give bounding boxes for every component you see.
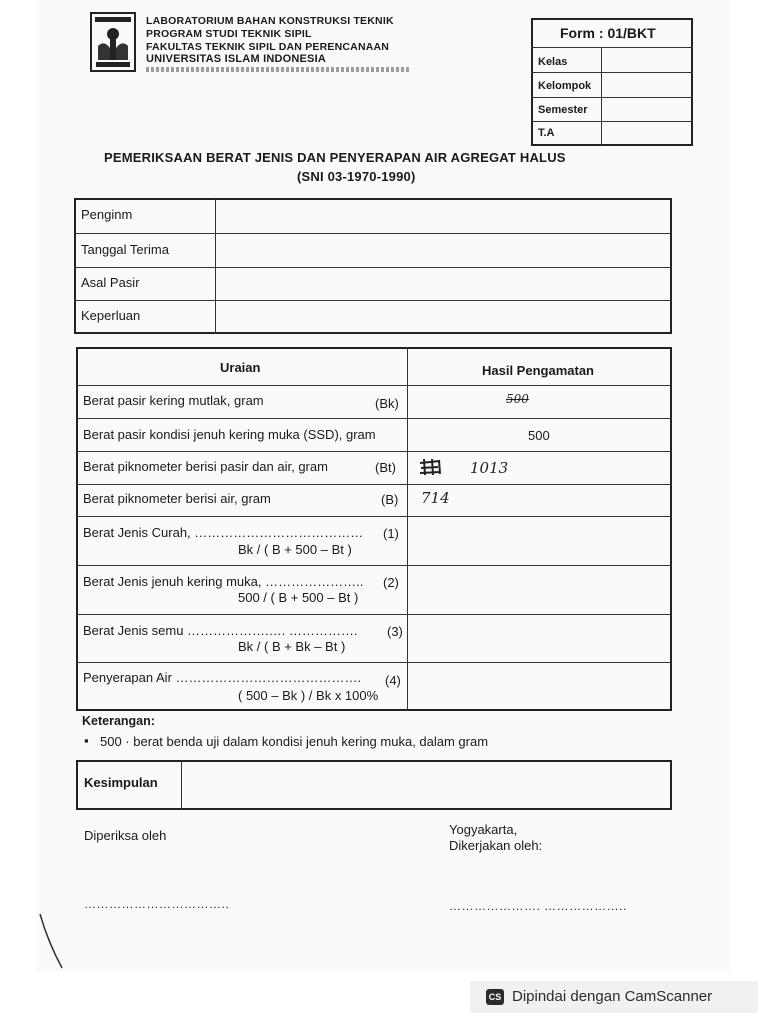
letterhead-line-1: LABORATORIUM BAHAN KONSTRUKSI TEKNIK (146, 15, 394, 27)
letterhead-address-smudge (146, 67, 410, 72)
form-label-kelompok: Kelompok (538, 80, 592, 92)
signature-place: Yogyakarta, (449, 822, 518, 837)
row-label-bj-semu: Berat Jenis semu ……………….…. ……………. (83, 623, 358, 638)
notes-bullet: ▪ (84, 733, 89, 748)
header-hasil-pengamatan: Hasil Pengamatan (482, 363, 594, 378)
info-label-tanggal-terima: Tanggal Terima (81, 242, 169, 257)
row-formula-2: 500 / ( B + 500 – Bt ) (238, 590, 359, 605)
row-formula-3: Bk / ( B + Bk – Bt ) (238, 639, 346, 654)
form-label-semester: Semester (538, 104, 588, 116)
document-title: PEMERIKSAAN BERAT JENIS DAN PENYERAPAN AIR AGREGAT HALUS (104, 150, 566, 165)
document-standard: (SNI 03-1970-1990) (297, 169, 416, 184)
row-formula-1: Bk / ( B + 500 – Bt ) (238, 542, 352, 557)
signature-right-line: …………………. ……………….. (449, 899, 627, 913)
header-uraian: Uraian (220, 360, 261, 375)
signature-left-line: …………………………….. (84, 897, 230, 911)
university-logo (90, 12, 136, 72)
form-label-kelas: Kelas (538, 56, 568, 68)
form-code: Form : 01/BKT (560, 25, 656, 41)
row-code-2: (2) (383, 575, 399, 590)
row-formula-4: ( 500 – Bk ) / Bk x 100% (238, 688, 379, 703)
row-code-bt: (Bt) (375, 460, 396, 475)
camscanner-icon: CS (486, 989, 504, 1005)
row-code-bk: (Bk) (375, 396, 399, 411)
row-label-ssd: Berat pasir kondisi jenuh kering muka (SSD), gram (83, 427, 376, 442)
row-label-bj-ssd: Berat Jenis jenuh kering muka, ………………….. (83, 574, 364, 589)
info-label-pengirim: Penginm (81, 207, 133, 222)
conclusion-box (76, 760, 672, 810)
camscanner-label: Dipindai dengan CamScanner (512, 988, 713, 1005)
form-label-ta: T.A (538, 127, 555, 139)
signature-left-label: Diperiksa oleh (84, 828, 167, 843)
row-value-b: 714 (421, 489, 450, 507)
info-label-asal-pasir: Asal Pasir (81, 275, 140, 290)
notes-title: Keterangan: (82, 714, 155, 728)
row-label-bk: Berat pasir kering mutlak, gram (83, 393, 264, 408)
row-value-ssd: 500 (528, 428, 550, 443)
row-value-bt: 1013 (470, 459, 509, 477)
conclusion-label: Kesimpulan (84, 775, 158, 790)
row-code-1: (1) (383, 526, 399, 541)
notes-item: 500 · berat benda uji dalam kondisi jenuh kering muka, dalam gram (100, 734, 489, 749)
letterhead-line-4: UNIVERSITAS ISLAM INDONESIA (146, 53, 326, 65)
row-code-3: (3) (387, 624, 403, 639)
letterhead-line-3: FAKULTAS TEKNIK SIPIL DAN PERENCANAAN (146, 41, 390, 53)
row-label-penyerapan: Penyerapan Air ……………………………………. (83, 670, 362, 685)
row-code-4: (4) (385, 673, 401, 688)
scribble-mark (418, 457, 444, 482)
info-table (74, 198, 672, 334)
row-label-b: Berat piknometer berisi air, gram (83, 491, 271, 506)
letterhead-line-2: PROGRAM STUDI TEKNIK SIPIL (146, 28, 312, 40)
info-label-keperluan: Keperluan (81, 308, 141, 323)
scan-mark (38, 912, 68, 977)
row-label-bj-curah: Berat Jenis Curah, ………………………………… (83, 525, 364, 540)
row-value-bk: 500 (506, 392, 529, 406)
row-label-bt: Berat piknometer berisi pasir dan air, gram (83, 459, 328, 474)
signature-right-label: Dikerjakan oleh: (449, 838, 543, 853)
row-code-b: (B) (381, 492, 399, 507)
